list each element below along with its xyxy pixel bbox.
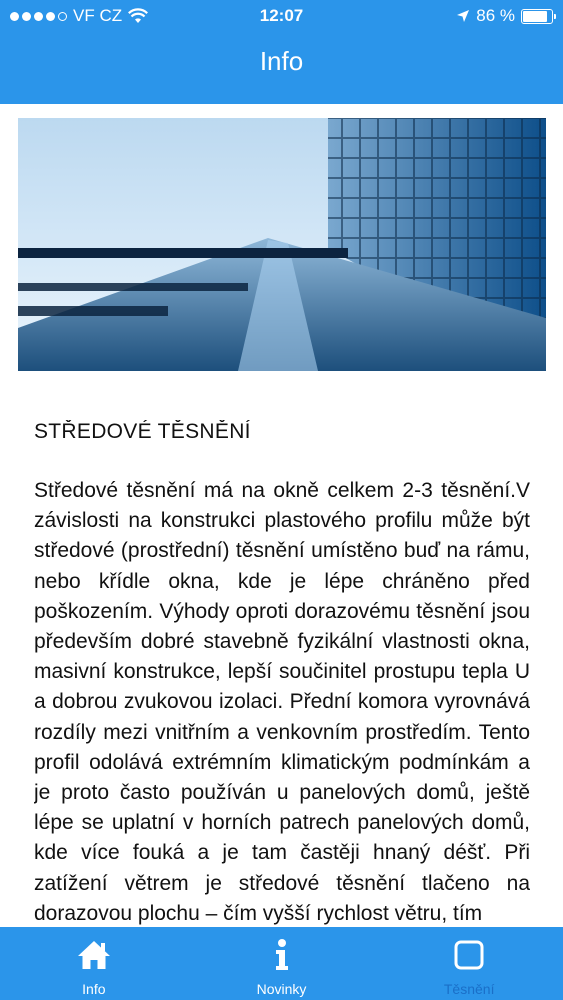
tab-bar <box>0 927 563 1000</box>
glass-building-image <box>18 118 546 371</box>
square-icon <box>451 937 487 973</box>
tab-info[interactable] <box>0 927 188 1000</box>
info-icon <box>264 937 300 973</box>
roof-ledge <box>18 283 248 291</box>
status-bar <box>0 0 563 34</box>
header <box>0 0 563 104</box>
home-icon <box>76 937 112 973</box>
battery-icon <box>521 9 553 24</box>
location-arrow-icon <box>456 9 470 23</box>
hero-image <box>18 118 546 371</box>
roof-ledge <box>18 248 348 258</box>
battery-percent: 86 % <box>476 6 515 25</box>
status-time: 12:07 <box>259 6 304 25</box>
article-heading: STŘEDOVÉ TĚSNĚNÍ <box>34 420 251 443</box>
battery-fill <box>523 11 547 22</box>
status-right <box>456 6 553 26</box>
article-body: Středové těsnění má na okně celkem 2-3 těsnění.V závislosti na konstrukci plastového profilu může být středové (prostřední) těsnění umístěno buď na rámu, nebo křídle okna, kde je lépe chráněno před poškozením. Výhody oproti dorazovému těsnění jsou především dobré stavebně fyzikální vlastnosti okna, masivní konstrukce, lepší součinitel prostupu tepla U a dobrou zvukovou izolaci. Přední komora vyrovnává rozdíly mezi vnitřním a venkovním prostředím. Tento profil odolává extrémním klimatickým podmínkám a je proto často používán u panelových domů, ještě lépe se uplatní v horních patrech panelových domů, kde více fouká a je tam častěji hnaný déšť. Při zatížení větrem je středové těsnění tlačeno na dorazovou plochu – čím vyšší rychlost větru, tím <box>34 479 530 925</box>
page-title: Info <box>259 46 304 76</box>
tab-label-info: Info <box>82 981 106 997</box>
carrier-label: VF CZ <box>73 6 123 25</box>
article <box>34 420 530 928</box>
tab-tesneni[interactable] <box>375 927 563 1000</box>
tab-label-tesneni: Těsnění <box>443 981 495 997</box>
roof-ledge <box>18 306 168 316</box>
tab-label-novinky: Novinky <box>256 981 307 997</box>
tab-novinky[interactable] <box>188 927 376 1000</box>
